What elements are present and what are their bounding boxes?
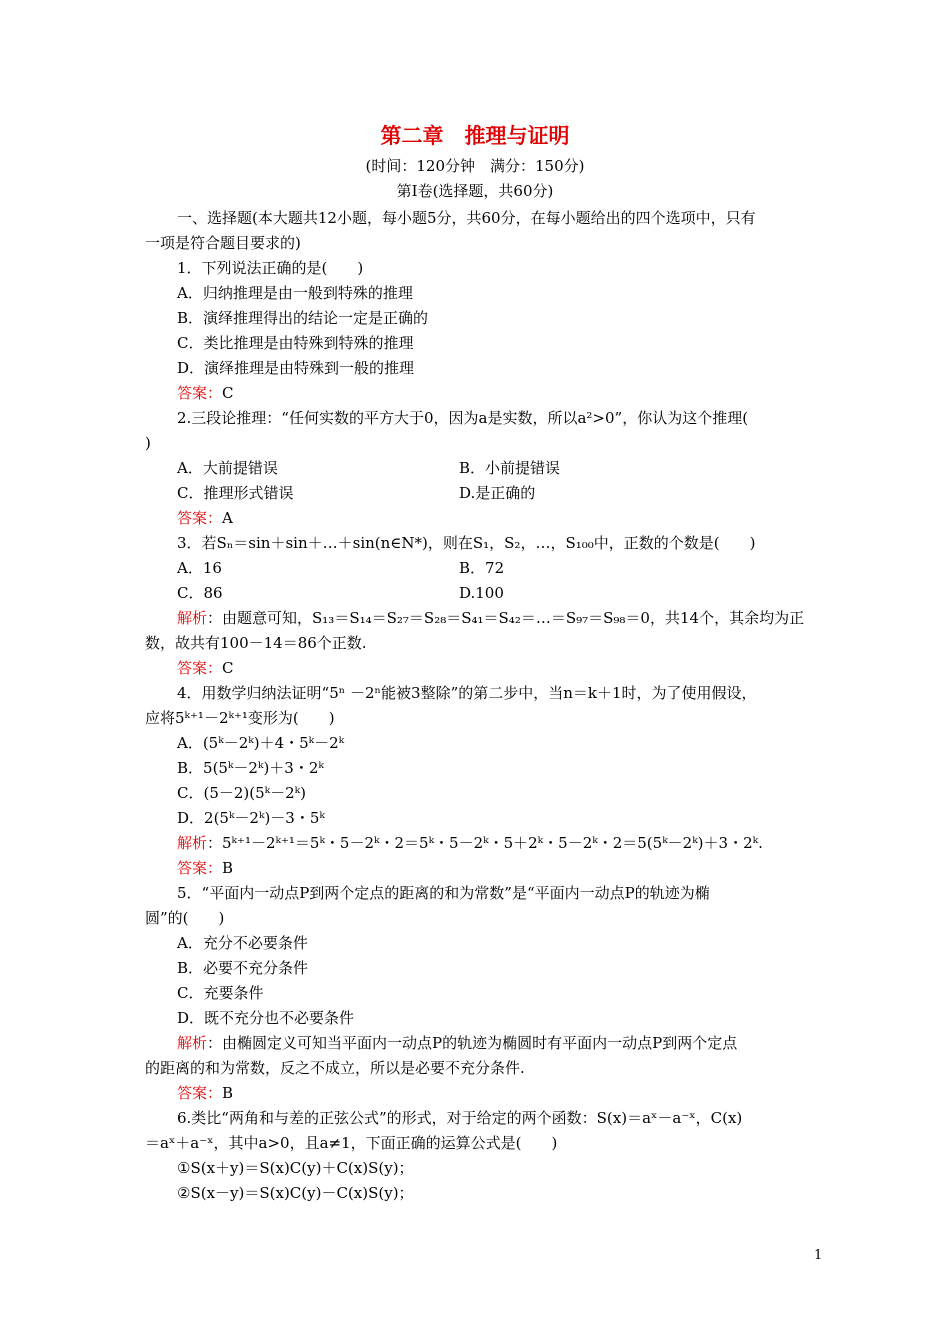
text-line [177, 983, 263, 1003]
line-text: ②S(x－y)＝S(x)C(y)－C(x)S(y)； [177, 1184, 414, 1202]
text-line [145, 708, 335, 728]
section-heading: 第Ⅰ卷(选择题，共60分) [396, 182, 554, 200]
text-line [177, 1008, 354, 1028]
text-line [177, 508, 233, 528]
line-text: A．充分不必要条件 [177, 934, 308, 952]
line-text: B [222, 1084, 234, 1102]
text-line [177, 483, 293, 503]
line-text: A [222, 509, 233, 527]
text-line [177, 1158, 414, 1178]
text-line [145, 233, 301, 253]
text-line [177, 933, 308, 953]
line-text: 一项是符合题目要求的) [145, 234, 301, 252]
answer-label: 答案： [177, 859, 223, 877]
line-text: D．演绎推理是由特殊到一般的推理 [177, 359, 415, 377]
text-line [177, 833, 763, 853]
line-text: A．(5ᵏ－2ᵏ)＋4・5ᵏ－2ᵏ [177, 734, 345, 752]
text-line [177, 558, 222, 578]
option-text: D.100 [459, 584, 504, 602]
text-line [177, 208, 756, 228]
answer-label: 解析 [177, 1034, 208, 1052]
line-text: C．充要条件 [177, 984, 264, 1002]
text-line [145, 433, 151, 453]
option-text: D.是正确的 [459, 484, 536, 502]
text-line [177, 858, 233, 878]
line-text: ) [145, 434, 151, 452]
line-text: 6.类比“两角和与差的正弦公式”的形式，对于给定的两个函数：S(x)＝aˣ－a⁻ˣ，C(x) [177, 1109, 743, 1127]
text-line [177, 658, 234, 678]
line-text: 一、选择题(本大题共12小题，每小题5分，共60分，在每小题给出的四个选项中，只有 [177, 209, 756, 227]
text-line [177, 758, 324, 778]
line-text: ：5ᵏ⁺¹－2ᵏ⁺¹＝5ᵏ・5－2ᵏ・2＝5ᵏ・5－2ᵏ・5＋2ᵏ・5－2ᵏ・2＝5(5ᵏ－2ᵏ)＋3・2ᵏ. [207, 834, 763, 852]
text-line [145, 1058, 525, 1078]
line-text: B [222, 859, 234, 877]
line-text: B．必要不充分条件 [177, 959, 309, 977]
page-number: 1 [814, 1248, 823, 1263]
text-line [177, 808, 325, 828]
line-text: 5．“平面内一动点P到两个定点的距离的和为常数”是“平面内一动点P的轨迹为椭 [177, 884, 710, 902]
line-text: C [222, 384, 234, 402]
text-line [177, 358, 414, 378]
line-text: 应将5ᵏ⁺¹－2ᵏ⁺¹变形为( ) [145, 709, 335, 727]
text-line [177, 683, 757, 703]
text-line [145, 633, 367, 653]
line-text: C．(5－2)(5ᵏ－2ᵏ) [177, 784, 307, 802]
page-title: 第二章 推理与证明 [380, 123, 570, 148]
text-line [177, 1183, 414, 1203]
text-line [177, 258, 363, 278]
text-line [177, 1108, 742, 1128]
text-line [177, 608, 804, 628]
line-text: 圆”的( ) [145, 909, 225, 927]
answer-label: 答案： [177, 1084, 223, 1102]
text-line [177, 1033, 737, 1053]
text-line [177, 458, 278, 478]
text-line [177, 733, 344, 753]
text-line [177, 583, 223, 603]
text-line [177, 883, 710, 903]
line-text: ＝aˣ＋a⁻ˣ，其中a>0，且a≠1，下面正确的运算公式是( ) [145, 1134, 558, 1152]
text-line [177, 333, 413, 353]
text-line [177, 1083, 233, 1103]
text-line [177, 783, 306, 803]
line-text: ①S(x＋y)＝S(x)C(y)＋C(x)S(y)； [177, 1159, 414, 1177]
line-text: ：由椭圆定义可知当平面内一动点P的轨迹为椭圆时有平面内一动点P到两个定点 [207, 1034, 738, 1052]
text-line [177, 958, 308, 978]
answer-label: 解析 [177, 609, 208, 627]
line-text: 1．下列说法正确的是( ) [177, 259, 364, 277]
line-text: 2.三段论推理：“任何实数的平方大于0，因为a是实数，所以a²>0”，你认为这个推理( [177, 409, 749, 427]
answer-label: 解析 [177, 834, 208, 852]
text-line [177, 408, 748, 428]
option-text: B．72 [459, 559, 505, 577]
text-line [177, 383, 234, 403]
line-text: D．2(5ᵏ－2ᵏ)－3・5ᵏ [177, 809, 325, 827]
line-text: C．类比推理是由特殊到特殊的推理 [177, 334, 414, 352]
line-text: D．既不充分也不必要条件 [177, 1009, 355, 1027]
answer-label: 答案： [177, 509, 223, 527]
line-text: B．5(5ᵏ－2ᵏ)＋3・2ᵏ [177, 759, 324, 777]
line-text: C．86 [177, 584, 223, 602]
line-text: A．归纳推理是由一般到特殊的推理 [177, 284, 413, 302]
option-text: B．小前提错误 [459, 459, 561, 477]
line-text: A．大前提错误 [177, 459, 278, 477]
text-line [145, 1133, 557, 1153]
answer-label: 答案： [177, 659, 223, 677]
text-line [177, 308, 428, 328]
text-line [177, 283, 413, 303]
text-line [145, 908, 224, 928]
line-text: 数，故共有100－14＝86个正数. [145, 634, 367, 652]
line-text: ：由题意可知，S₁₃＝S₁₄＝S₂₇＝S₂₈＝S₄₁＝S₄₂＝…＝S₉₇＝S₉₈＝0，共14个，其余均为正 [207, 609, 805, 627]
line-text: 4．用数学归纳法证明“5ⁿ －2ⁿ能被3整除”的第二步中，当n＝k＋1时，为了使用假设， [177, 684, 757, 702]
line-text: C [222, 659, 234, 677]
text-line [177, 533, 755, 553]
line-text: 3．若Sₙ＝sin＋sin＋…＋sin(n∈N*)，则在S₁，S₂，…，S₁₀₀中，正数的个数是( ) [177, 534, 756, 552]
line-text: C．推理形式错误 [177, 484, 294, 502]
line-text: 的距离的和为常数，反之不成立，所以是必要不充分条件. [145, 1059, 525, 1077]
line-text: B．演绎推理得出的结论一定是正确的 [177, 309, 429, 327]
answer-label: 答案： [177, 384, 223, 402]
line-text: A．16 [177, 559, 222, 577]
exam-info: (时间：120分钟 满分：150分) [365, 157, 585, 175]
